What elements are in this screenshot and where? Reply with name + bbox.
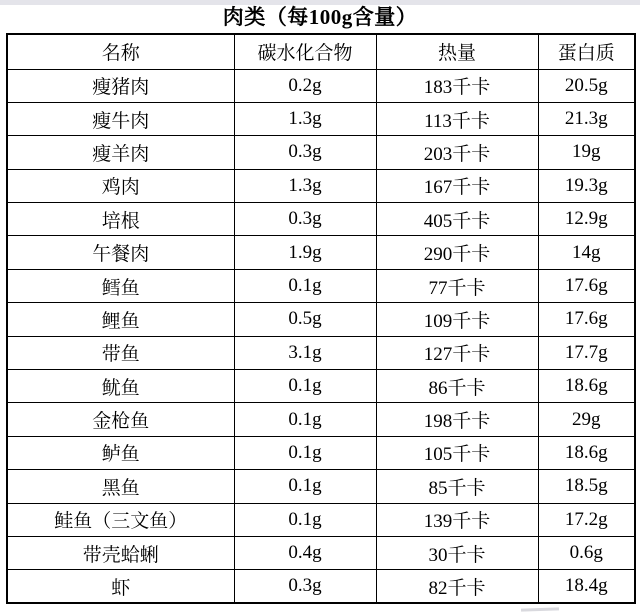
table-cell: 0.1g: [234, 503, 376, 536]
table-cell: 0.1g: [234, 403, 376, 436]
table-cell: 18.4g: [538, 570, 635, 603]
table-cell: 86千卡: [376, 370, 538, 403]
table-cell: 167千卡: [376, 169, 538, 202]
table-body: [7, 69, 635, 603]
table-row: [7, 269, 635, 302]
table-cell: 29g: [538, 403, 635, 436]
table-cell: 0.1g: [234, 269, 376, 302]
table-cell: 0.3g: [234, 136, 376, 169]
header-cell: 蛋白质: [538, 34, 635, 69]
table-cell: 85千卡: [376, 470, 538, 503]
table-cell: 19g: [538, 136, 635, 169]
table-cell: 203千卡: [376, 136, 538, 169]
table-cell: 1.9g: [234, 236, 376, 269]
table-cell: 20.5g: [538, 69, 635, 102]
table-cell: 3.1g: [234, 336, 376, 369]
table-cell: 黑鱼: [7, 470, 234, 503]
table-row: [7, 436, 635, 469]
table-row: [7, 102, 635, 135]
table-cell: 0.1g: [234, 470, 376, 503]
table-cell: 17.7g: [538, 336, 635, 369]
table-row: [7, 203, 635, 236]
table-cell: 鲈鱼: [7, 436, 234, 469]
table-cell: 19.3g: [538, 169, 635, 202]
table-cell: 17.2g: [538, 503, 635, 536]
table-cell: 18.5g: [538, 470, 635, 503]
table-cell: 带壳蛤蜊: [7, 536, 234, 569]
table-cell: 鳕鱼: [7, 269, 234, 302]
table-row: [7, 570, 635, 603]
table-cell: 0.1g: [234, 370, 376, 403]
scan-artifact-mark: [521, 607, 559, 611]
table-row: [7, 136, 635, 169]
table-cell: 82千卡: [376, 570, 538, 603]
table-cell: 1.3g: [234, 102, 376, 135]
table-cell: 培根: [7, 203, 234, 236]
table-cell: 鲤鱼: [7, 303, 234, 336]
table-cell: 0.3g: [234, 203, 376, 236]
table-row: [7, 236, 635, 269]
table-row: [7, 169, 635, 202]
table-cell: 198千卡: [376, 403, 538, 436]
table-cell: 午餐肉: [7, 236, 234, 269]
header-cell: 名称: [7, 34, 234, 69]
table-cell: 17.6g: [538, 303, 635, 336]
table-row: [7, 303, 635, 336]
nutrition-table: [6, 33, 636, 604]
table-cell: 带鱼: [7, 336, 234, 369]
header-row: [7, 34, 635, 69]
table-row: [7, 336, 635, 369]
table-row: [7, 536, 635, 569]
table-cell: 12.9g: [538, 203, 635, 236]
table-cell: 109千卡: [376, 303, 538, 336]
table-cell: 鸡肉: [7, 169, 234, 202]
table-head: [7, 34, 635, 69]
table-cell: 14g: [538, 236, 635, 269]
table-cell: 瘦羊肉: [7, 136, 234, 169]
table-cell: 77千卡: [376, 269, 538, 302]
table-cell: 21.3g: [538, 102, 635, 135]
table-cell: 30千卡: [376, 536, 538, 569]
table-cell: 0.5g: [234, 303, 376, 336]
table-cell: 127千卡: [376, 336, 538, 369]
table-row: [7, 69, 635, 102]
table-cell: 瘦猪肉: [7, 69, 234, 102]
table-cell: 18.6g: [538, 370, 635, 403]
table-cell: 113千卡: [376, 102, 538, 135]
table-cell: 1.3g: [234, 169, 376, 202]
table-cell: 0.6g: [538, 536, 635, 569]
table-row: [7, 503, 635, 536]
table-cell: 鲑鱼（三文鱼）: [7, 503, 234, 536]
table-cell: 虾: [7, 570, 234, 603]
table-cell: 金枪鱼: [7, 403, 234, 436]
page-title: 肉类（每100g含量）: [222, 5, 418, 29]
table-row: [7, 403, 635, 436]
table-cell: 0.2g: [234, 69, 376, 102]
header-cell: 碳水化合物: [234, 34, 376, 69]
table-cell: 0.3g: [234, 570, 376, 603]
table-cell: 290千卡: [376, 236, 538, 269]
table-cell: 鱿鱼: [7, 370, 234, 403]
table-row: [7, 370, 635, 403]
table-cell: 瘦牛肉: [7, 102, 234, 135]
table-cell: 17.6g: [538, 269, 635, 302]
table-cell: 18.6g: [538, 436, 635, 469]
table-cell: 183千卡: [376, 69, 538, 102]
table-cell: 405千卡: [376, 203, 538, 236]
table-row: [7, 470, 635, 503]
table-cell: 0.4g: [234, 536, 376, 569]
header-cell: 热量: [376, 34, 538, 69]
table-cell: 105千卡: [376, 436, 538, 469]
table-cell: 0.1g: [234, 436, 376, 469]
table-cell: 139千卡: [376, 503, 538, 536]
